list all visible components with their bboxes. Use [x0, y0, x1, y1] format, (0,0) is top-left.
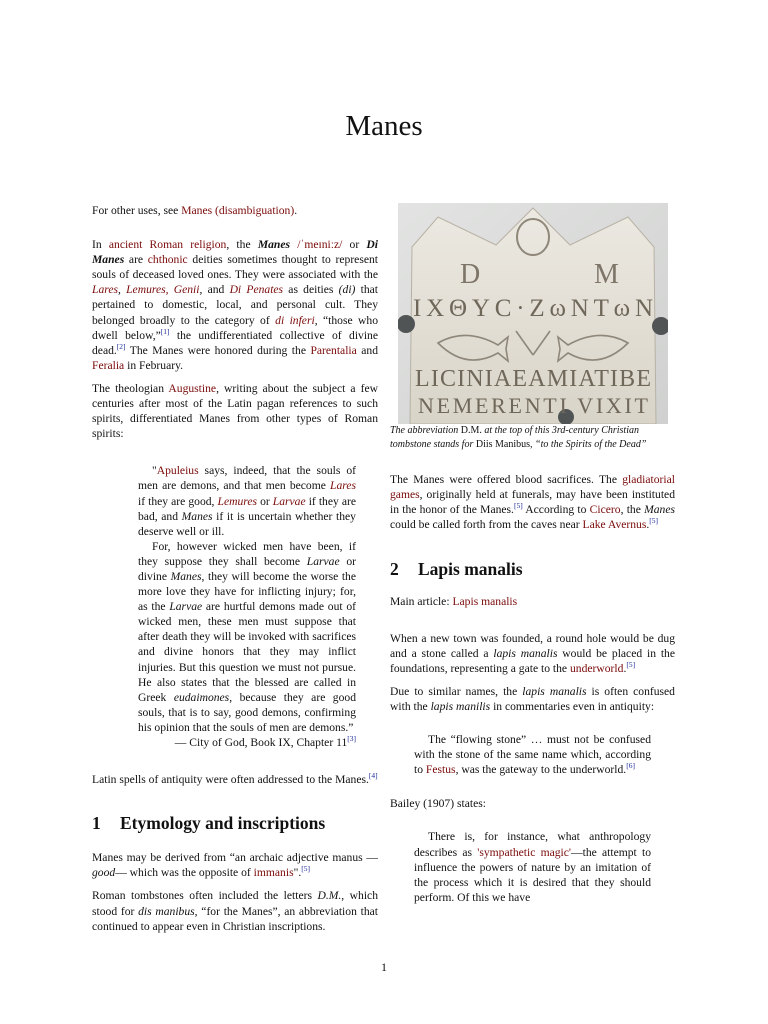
wiki-link[interactable]: Di Penates — [229, 283, 284, 297]
wiki-link[interactable]: 'sympathetic magic' — [477, 845, 572, 859]
quote-paragraph — [414, 829, 651, 904]
citation — [301, 865, 310, 874]
wiki-link[interactable]: Festus — [425, 763, 456, 777]
inscription-line3: LICINIAEAMIATIBE — [415, 366, 651, 392]
citation — [161, 327, 170, 336]
sacrifices-paragraph — [390, 472, 675, 532]
section-heading-etymology — [92, 813, 378, 834]
text-run: is often confused with the — [390, 684, 675, 713]
text-run: Manes may be derived from “an archaic adjective manus — — [92, 851, 378, 865]
wiki-link[interactable]: Lake Avernus — [582, 518, 647, 532]
text-run: as deities — [283, 283, 339, 297]
inscription-line1-left: D — [460, 259, 481, 290]
bailey-intro: Bailey (1907) states: — [390, 797, 486, 811]
text-run: ". — [293, 866, 302, 880]
wiki-link[interactable]: Lares — [330, 479, 356, 493]
lapis-paragraph-2 — [390, 684, 675, 714]
text-run: Manes — [257, 238, 291, 252]
text-run: good — [92, 866, 116, 880]
section-title: Etymology and inscriptions — [120, 813, 326, 834]
ref-link[interactable]: [4] — [368, 771, 378, 781]
text-run: In — [92, 238, 109, 252]
text-run: Manes — [181, 509, 213, 523]
ref-link[interactable]: [2] — [116, 341, 126, 351]
text-run: , — [117, 283, 127, 297]
inscription-line1-right: M — [594, 259, 619, 290]
citation — [626, 761, 635, 770]
wiki-link[interactable]: di inferi — [275, 313, 315, 327]
section-number: 1 — [92, 813, 101, 834]
ref-link[interactable]: [5] — [301, 864, 310, 874]
text-run: Latin spells of antiquity were often addressed to the Manes. — [92, 773, 369, 787]
text-run: For, however wicked men have been, if they suppose they shall become — [138, 539, 356, 568]
text-run: Due to similar names, the — [390, 684, 523, 698]
ref-link[interactable]: [3] — [347, 734, 356, 744]
bailey-quote — [414, 829, 651, 904]
lapis-paragraph-1 — [390, 631, 675, 676]
section-number: 2 — [390, 559, 399, 580]
text-run: or divine — [138, 554, 357, 583]
text-run: The abbreviation — [390, 425, 461, 436]
text-run: — which was the opposite of — [115, 866, 254, 880]
ref-link[interactable]: [5] — [626, 659, 636, 669]
text-run: if they are good, — [138, 494, 218, 508]
text-run: . — [623, 661, 627, 675]
text-run: lapis manalis — [522, 684, 587, 698]
wiki-link[interactable]: Larvae — [272, 494, 306, 508]
quote-paragraph-1 — [138, 463, 356, 538]
text-run: deities sometimes thought to represent souls of deceased loved ones. They were associated with the — [92, 253, 378, 282]
text-run: (di) — [338, 283, 356, 297]
text-run: D.M. — [317, 889, 342, 903]
wiki-link[interactable]: Lemures, Genii — [126, 283, 200, 297]
ref-link[interactable]: [5] — [649, 516, 659, 526]
citation — [369, 771, 378, 780]
text-run: Di Manes — [92, 238, 378, 267]
text-run: , and — [199, 283, 230, 297]
text-run: that pertained to domestic, local, and personal cult. They belonged broadly to the category of — [92, 283, 379, 327]
citation — [649, 516, 658, 525]
text-run: The Manes were honored during the — [125, 343, 311, 357]
section-title: Lapis manalis — [418, 559, 523, 580]
wiki-link[interactable]: Parentalia — [310, 343, 357, 357]
augustine-quote — [138, 463, 356, 750]
tombstone-paragraph — [92, 888, 378, 933]
quote-paragraph-2 — [138, 539, 356, 735]
text-run: at the top of this 3rd-century Christian tombstone stands for — [390, 425, 639, 450]
tombstone-photo — [398, 203, 668, 424]
section-heading-lapis-manalis — [390, 559, 675, 580]
wiki-link[interactable]: immanis — [253, 866, 294, 880]
ref-link[interactable]: [1] — [160, 326, 170, 336]
text-run: would be placed in the foundations, representing a gate to the — [390, 646, 675, 675]
hatnote-text: For other uses, see — [92, 204, 182, 217]
text-run: , originally held at funerals, may have been instituted in the honor of the Manes. — [390, 488, 675, 517]
text-run: The “flowing stone” … must not be confused with the stone of the same name which, according to — [414, 733, 651, 777]
text-run: , they will become the worse the more love they have for inflicting injury; for, as the — [138, 569, 356, 614]
left-column — [92, 203, 378, 942]
text-run: eudaimones — [173, 690, 230, 704]
text-run: Manes — [644, 503, 675, 517]
right-column — [390, 203, 675, 905]
text-run: are hurtful demons made out of wicked men, these men must suppose that after death they will be invoked with sacrifices and divine honors that they may inflict injuries. But this question we must not pursue. He also states that the blessed are called in Greek — [138, 600, 356, 704]
text-run: , “for the Manes”, an abbreviation that continued to appear even in Christian inscriptions. — [92, 904, 378, 933]
text-run: lapis manalis — [493, 646, 558, 660]
augustine-paragraph — [92, 381, 378, 441]
page-number: 1 — [381, 960, 387, 974]
quote-paragraph — [414, 732, 651, 777]
figure-caption — [390, 424, 675, 452]
text-run: or — [342, 238, 367, 252]
wiki-link[interactable]: Feralia — [92, 358, 125, 372]
text-run: and — [356, 343, 378, 357]
wiki-link[interactable]: chthonic — [147, 253, 188, 267]
wiki-link[interactable]: Lemures — [217, 494, 258, 508]
intro-paragraph — [92, 237, 378, 373]
citation — [117, 342, 126, 351]
text-run: , the — [226, 238, 258, 252]
text-run: the undifferentiated collective of divine dead. — [92, 328, 378, 357]
text-run: , because they are good souls, that is to say, good demons, confirming his opinion that the souls of men are demons.” — [138, 690, 356, 734]
text-run: or — [257, 494, 273, 508]
text-run: Diis Manibus — [475, 439, 531, 450]
text-run: The Manes were offered blood sacrifices. The — [390, 473, 623, 486]
text-run: " — [152, 464, 157, 478]
main-article-link[interactable]: Lapis manalis — [452, 595, 518, 609]
wiki-link[interactable]: ancient Roman religion — [108, 238, 227, 252]
text-run: According to — [522, 503, 590, 517]
text-run: Larvae — [169, 600, 203, 614]
wiki-link[interactable]: Lares — [92, 283, 118, 297]
wiki-link[interactable]: /ˈmeɪniːz/ — [290, 238, 343, 252]
attribution-text: — City of God, Book IX, Chapter 11 — [174, 736, 348, 749]
text-run: are — [124, 253, 148, 267]
wiki-link[interactable]: Apuleius — [156, 464, 199, 478]
text-run: The theologian — [92, 381, 169, 395]
tombstone-image[interactable] — [398, 203, 668, 424]
wiki-link[interactable]: Cicero — [589, 503, 621, 517]
text-run: —the attempt to influence the powers of nature by an imitation of the process which it is desired that they should perform. Of this we have — [414, 845, 652, 904]
text-run: , was the gateway to the underworld. — [455, 763, 627, 777]
text-run: There is, for instance, what anthropology describes as — [414, 830, 651, 859]
hatnote-end: . — [294, 204, 298, 217]
text-run: , the — [620, 503, 645, 517]
ref-link[interactable]: [5] — [513, 501, 523, 511]
inscription-line4: NEMERENTI VIXIT — [418, 393, 648, 418]
hatnote — [92, 203, 378, 218]
text-run: , “to the Spirits of the Dead” — [530, 439, 647, 450]
ref-link[interactable]: [6] — [626, 761, 635, 771]
text-run: lapis manilis — [430, 699, 491, 713]
figure — [390, 203, 675, 452]
text-run: , which stood for — [92, 889, 378, 918]
main-article-label: Main article: — [390, 595, 453, 609]
text-run: says, indeed, that the souls of men are demons, and that men become — [138, 464, 356, 493]
text-run: if they are bad, and — [138, 494, 356, 523]
text-run: in commentaries even in antiquity: — [490, 699, 655, 713]
text-run: could be called forth from the caves near — [390, 518, 583, 532]
citation — [514, 501, 523, 510]
text-run: in February. — [124, 358, 184, 372]
flowing-stone-quote — [414, 732, 651, 777]
wiki-link[interactable]: underworld — [569, 661, 624, 675]
text-run: Larvae — [306, 554, 340, 568]
text-run: Manes — [170, 569, 202, 583]
wiki-link[interactable]: gladiatorial games — [390, 473, 675, 502]
text-run: When a new town was founded, a round hole would be dug and a stone called a — [390, 631, 675, 660]
text-run: Roman tombstones often included the letters — [92, 889, 318, 903]
text-run: dis manibus — [138, 904, 195, 918]
text-run: if it is uncertain whether they deserve well or ill. — [138, 509, 356, 538]
citation — [626, 660, 635, 669]
text-run: D.M. — [460, 425, 482, 436]
spells-paragraph — [92, 772, 378, 787]
text-run: , writing about the subject a few centuries after most of the Latin pagan references to such spirits, differentiated Manes from other types of Roman spirits: — [92, 381, 378, 441]
text-run: . — [646, 518, 650, 532]
main-article-note — [390, 594, 675, 609]
text-run: , “those who dwell below,” — [92, 313, 378, 342]
inscription-line2: IXΘYC·ZωNTωN — [413, 295, 653, 322]
quote-attribution — [138, 735, 356, 750]
page-title: Manes — [345, 110, 423, 142]
wiki-link[interactable]: Augustine — [168, 381, 217, 395]
etymology-paragraph — [92, 850, 378, 880]
hatnote-link[interactable]: Manes (disambiguation) — [181, 204, 295, 217]
